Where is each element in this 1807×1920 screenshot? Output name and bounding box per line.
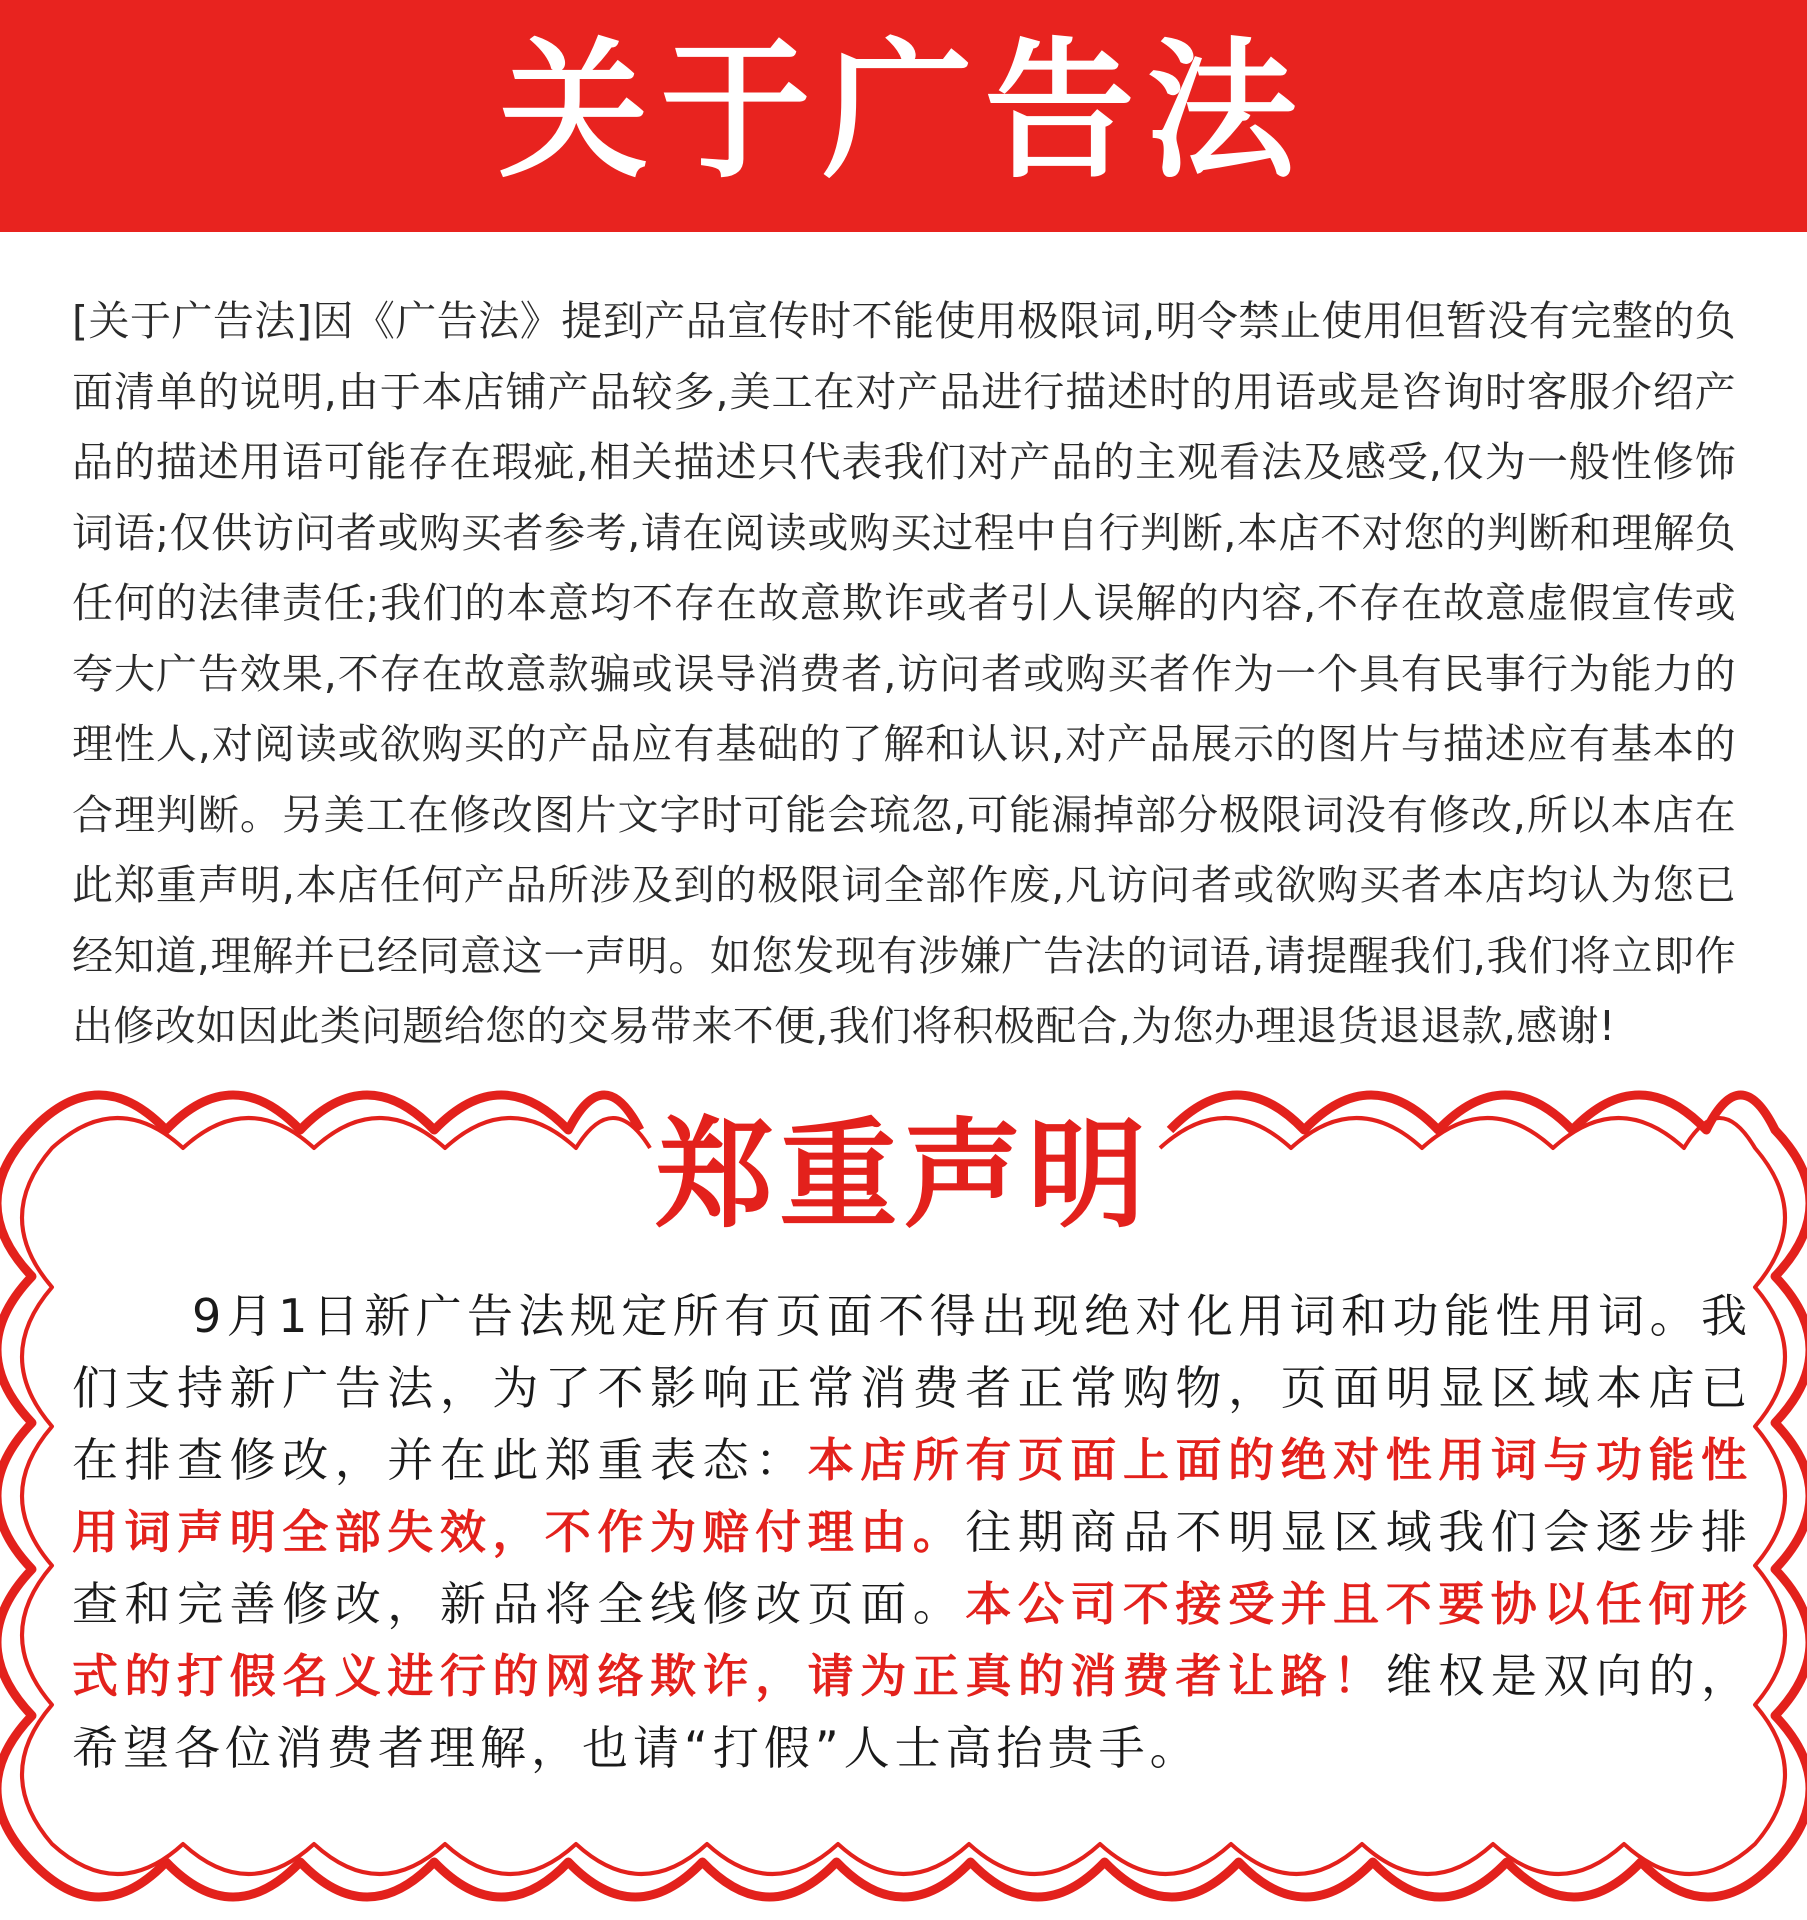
header-title: 关于广告法 xyxy=(498,25,1309,199)
notice-body xyxy=(72,1280,1752,1784)
header-banner xyxy=(0,0,1807,232)
notice-title: 郑重声明 xyxy=(655,1106,1152,1244)
disclaimer-text: [关于广告法]因《广告法》提到产品宣传时不能使用极限词,明令禁止使用但暂没有完整的负面清单的说明,由于本店铺产品较多,美工在对产品进行描述时的用语或是咨询时客服介绍产品的描述用语可能存在瑕疵,相关描述只代表我们对产品的主观看法及感受,仅为一般性修饰词语;仅供访问者或购买者参考,请在阅读或购买过程中自行判断,本店不对您的判断和理解负任何的法律责任;我们的本意均不存在故意欺诈或者引人误解的内容,不存在故意虚假宣传或夸大广告效果,不存在故意款骗或误导消费者,访问者或购买者作为一个具有民事行为能力的理性人,对阅读或欲购买的产品应有基础的了解和认识,对产品展示的图片与描述应有基本的合理判断。另美工在修改图片文字时可能会琉忽,可能漏掉部分极限词没有修改,所以本店在此郑重声明,本店任何产品所涉及到的极限词全部作废,凡访问者或欲购买者本店均认为您已经知道,理解并已经同意这一声明。如您发现有涉嫌广告法的词语,请提醒我们,我们将立即作出修改如因此类问题给您的交易带来不便,我们将积极配合,为您办理退货退退款,感谢! xyxy=(72,297,1736,1050)
notice-part-2-highlight: 本店所有页面上面的绝对性用词与功能性用词声明全部失效，不作为赔付理由。 xyxy=(72,1433,1753,1559)
notice-part-5: 维权是双向的，希望各位消费者理解，也请“打假”人士高抬贵手。 xyxy=(72,1649,1753,1775)
notice-part-3: 往期商品不明显区域我们会逐步排查和完善修改，新品将全线修改页面。 xyxy=(72,1505,1753,1631)
notice-part-4-highlight: 本公司不接受并且不要协以任何形式的打假名义进行的网络欺诈，请为正真的消费者让路！ xyxy=(72,1577,1753,1703)
notice-part-1: 9月1日新广告法规定所有页面不得出现绝对化用词和功能性用词。我们支持新广告法，为了不影响正常消费者正常购物，页面明显区域本店已在排查修改，并在此郑重表态： xyxy=(72,1289,1752,1487)
